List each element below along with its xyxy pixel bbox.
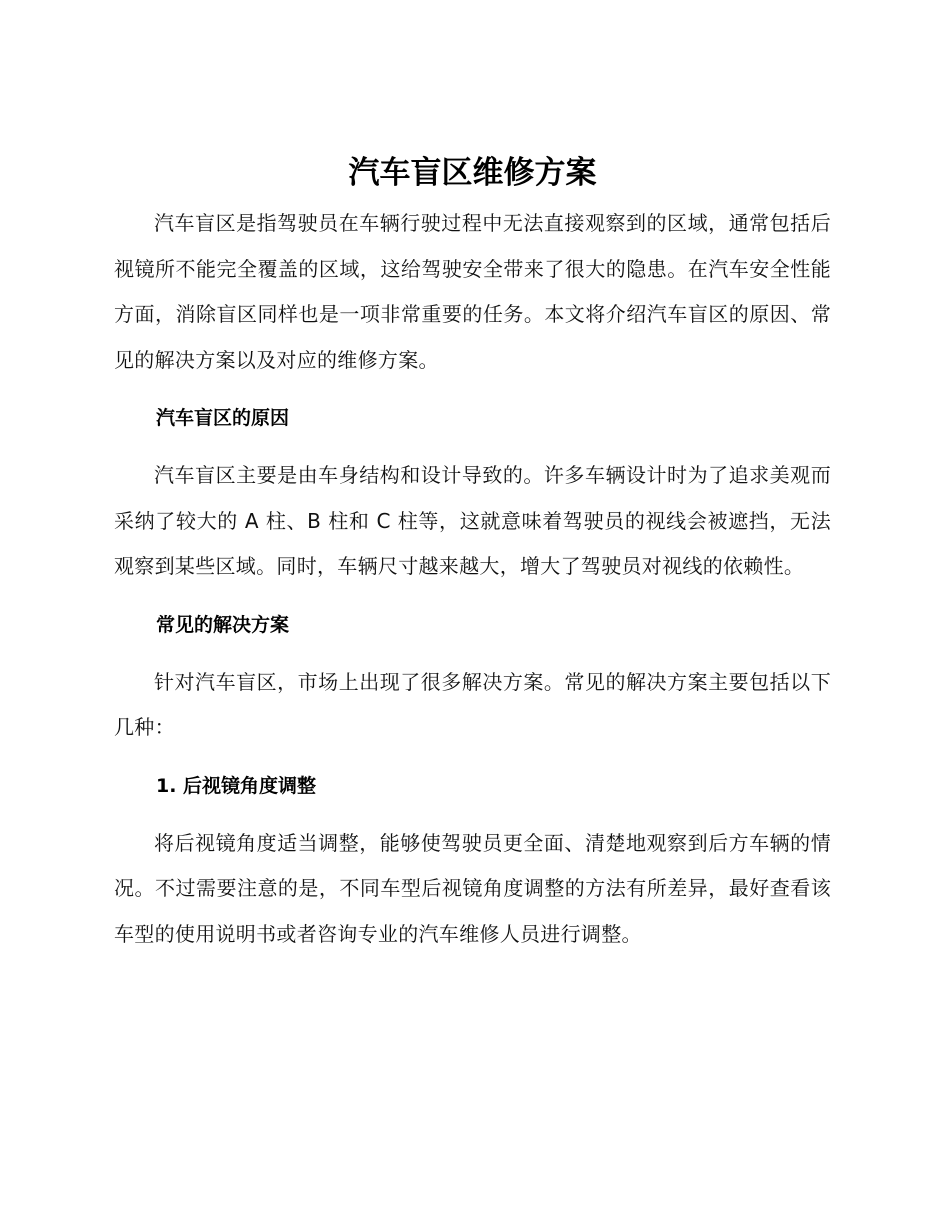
spacer	[114, 590, 831, 611]
document-title: 汽车盲区维修方案	[348, 155, 597, 191]
spacer	[114, 800, 831, 821]
spacer	[114, 432, 831, 453]
section-body-solutions: 针对汽车盲区，市场上出现了很多解决方案。常见的解决方案主要包括以下几种：	[114, 669, 831, 739]
document-page	[114, 145, 831, 957]
spacer	[114, 383, 831, 404]
intro-paragraph: 汽车盲区是指驾驶员在车辆行驶过程中无法直接观察到的区域，通常包括后视镜所不能完全覆盖的区域，这给驾驶安全带来了很大的隐患。在汽车安全性能方面，消除盲区同样也是一项非常重要的任务。本文将介绍汽车盲区的原因、常见的解决方案以及对应的维修方案。	[114, 211, 831, 372]
section-body-mirror-adjustment: 将后视镜角度适当调整，能够使驾驶员更全面、清楚地观察到后方车辆的情况。不过需要注意的是，不同车型后视镜角度调整的方法有所差异，最好查看该车型的使用说明书或者咨询专业的汽车维修人员进行调整。	[114, 830, 831, 946]
section-body-causes: 汽车盲区主要是由车身结构和设计导致的。许多车辆设计时为了追求美观而采纳了较大的 A 柱、B 柱和 C 柱等，这就意味着驾驶员的视线会被遮挡，无法观察到某些区域。同时，车辆尺寸越来越大，增大了驾驶员对视线的依赖性。	[114, 463, 831, 578]
spacer	[114, 751, 831, 772]
section-heading-solutions: 常见的解决方案	[156, 613, 290, 636]
section-heading-causes: 汽车盲区的原因	[156, 407, 290, 429]
section-heading-mirror-adjustment: 1. 后视镜角度调整	[156, 774, 317, 797]
spacer	[114, 639, 831, 660]
